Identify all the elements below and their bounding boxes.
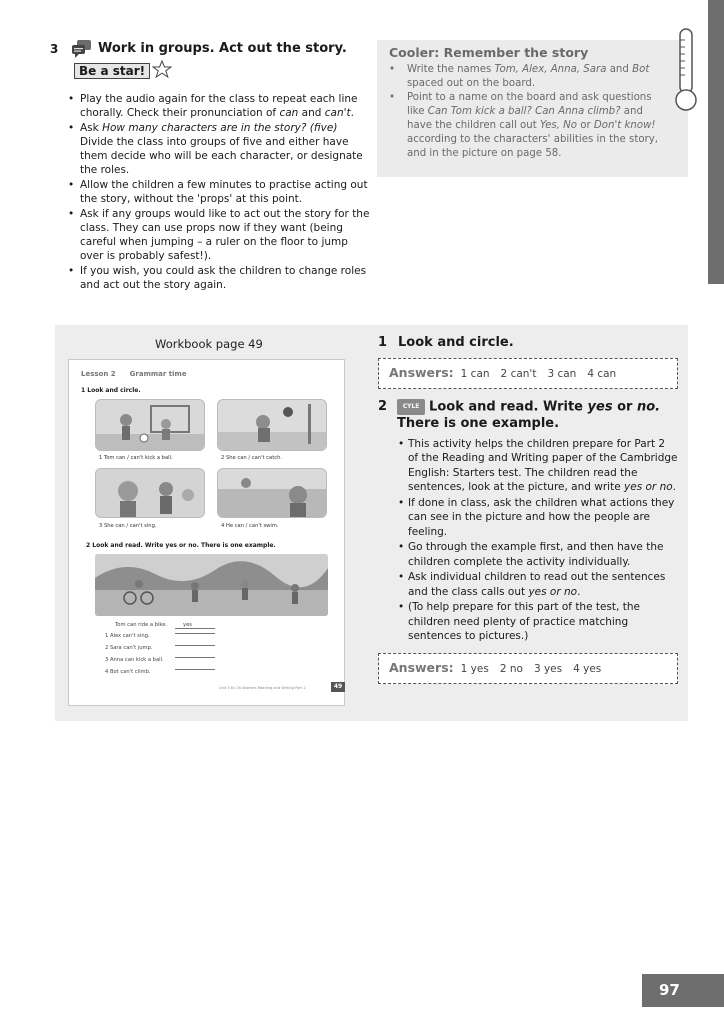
workbook-blank-1: [175, 633, 215, 634]
ex1-answers-label: Answers:: [389, 365, 454, 380]
cooler-box: [377, 40, 688, 177]
page-number: 97: [642, 974, 724, 1007]
workbook-example-sentence: Tom can ride a bike.: [115, 622, 168, 628]
ex2-title-no: no.: [636, 399, 661, 415]
workbook-caption-2: 2 She can / can't catch.: [221, 455, 283, 461]
workbook-picture-swim: [217, 468, 327, 518]
workbook-park-scene: [95, 554, 328, 616]
workbook-example-answer: yes: [175, 622, 215, 629]
workbook-blank-4: [175, 669, 215, 670]
bullet-item: • Write the names Tom, Alex, Anna, Sara and Bot spaced out on the board.: [389, 63, 660, 91]
activity-3-steps: [68, 92, 370, 292]
workbook-sentence-3: 3 Anna can kick a ball.: [105, 657, 164, 663]
ex1-answer: 2 can't: [500, 368, 537, 380]
workbook-caption: Workbook page 49: [155, 337, 263, 351]
workbook-picture-sing: [95, 468, 205, 518]
ex2-answers-label: Answers:: [389, 659, 454, 675]
activity-3-header: [50, 40, 370, 58]
bullet-item: • If done in class, ask the children what actions they can see in the picture and how the people are feeling.: [398, 496, 678, 540]
activity-3: [50, 40, 370, 293]
ex2-title-line2: There is one example.: [397, 415, 560, 431]
ex2-header: [378, 399, 678, 432]
cooler-title: Cooler: Remember the story: [389, 45, 589, 60]
ex1-title: Look and circle.: [398, 335, 514, 350]
workbook-picture-catch: [217, 399, 327, 451]
answer-column: [378, 335, 678, 684]
workbook-page-thumbnail: [68, 359, 345, 706]
workbook-lesson-header: [81, 370, 187, 378]
ex2-title-yes: yes: [587, 399, 613, 415]
workbook-lesson: Lesson 2: [81, 370, 116, 378]
bullet-item: • This activity helps the children prepare for Part 2 of the Reading and Writing paper of the Cambridge English: Starters test. The children read the sentences, look at the picture, and write yes or no.: [398, 437, 678, 495]
workbook-sentence-1: 1 Alex can't sing.: [105, 633, 150, 639]
ex2-answer: 3 yes: [533, 662, 563, 675]
be-a-star-badge: [74, 60, 370, 82]
workbook-blank-3: [175, 657, 215, 658]
bullet-item: • Ask if any groups would like to act out the story for the class. They can use props now if they want (being careful when jumping – a ruler on the floor to jump over is probably safest!).: [68, 207, 370, 263]
activity-number: 3: [50, 42, 59, 56]
ex2-answers-box: [378, 653, 678, 684]
workbook-ex1-instruction: 1 Look and circle.: [81, 387, 141, 394]
ex1-answer: 1 can: [460, 368, 490, 380]
ex2-steps: [398, 437, 678, 644]
star-icon: [152, 60, 172, 82]
workbook-panel: [55, 325, 688, 721]
bullet-item: • Allow the children a few minutes to practise acting out the story, without the 'props' at this point.: [68, 178, 370, 206]
activity-title: Work in groups. Act out the story.: [98, 41, 347, 56]
workbook-caption-1: 1 Tom can / can't kick a ball.: [99, 455, 173, 461]
bullet-item: • Go through the example first, and then have the children complete the activity individually.: [398, 540, 678, 569]
cyle-badge-icon: CYLE: [397, 399, 425, 415]
ex1-answer: 3 can: [547, 368, 577, 380]
ex1-answer: 4 can: [587, 368, 617, 380]
ex2-title-or: or: [612, 399, 637, 415]
ex2-number: 2: [378, 399, 388, 414]
bullet-item: • Point to a name on the board and ask questions like Can Tom kick a ball? Can Anna climb? and have the children call out Yes, No or Don't know! according to the characters' abilities in the story, and in the picture on page 58.: [389, 91, 660, 161]
workbook-ex2-instruction: 2 Look and read. Write yes or no. There is one example.: [86, 542, 276, 549]
workbook-sentence-4: 4 Bot can't climb.: [105, 669, 151, 675]
ex2-answer: 2 no: [499, 662, 523, 675]
bullet-item: • (To help prepare for this part of the test, the children need plenty of practice matching sentences to pictures.): [398, 600, 678, 644]
cooler-steps: [389, 63, 660, 161]
bullet-item: • If you wish, you could ask the children to change roles and act out the story again.: [68, 264, 370, 292]
workbook-lesson-title: Grammar time: [129, 370, 187, 378]
bullet-item: • Ask How many characters are in the story? (five) Divide the class into groups of five and either have them decide who will be each character, or designate the roles.: [68, 121, 370, 177]
workbook-page-number: 49: [331, 682, 345, 692]
ex1-answers-box: [378, 358, 678, 389]
workbook-footer: Unit 5 Ex 2b Starters Reading and Writing Part 2: [219, 686, 306, 690]
workbook-caption-4: 4 He can / can't swim.: [221, 523, 279, 529]
speech-bubble-icon: [72, 40, 92, 58]
ex2-answer: 1 yes: [460, 662, 489, 675]
bullet-item: • Ask individual children to read out the sentences and the class calls out yes or no.: [398, 570, 678, 599]
workbook-caption-3: 3 She can / can't sing.: [99, 523, 157, 529]
workbook-blank-2: [175, 645, 215, 646]
chapter-side-tab: [708, 0, 724, 284]
workbook-picture-football: [95, 399, 205, 451]
bullet-item: • Play the audio again for the class to repeat each line chorally. Check their pronunciation of can and can't.: [68, 92, 370, 120]
thermometer-icon: [674, 28, 698, 112]
ex2-answer: 4 yes: [573, 662, 602, 675]
ex1-number: 1: [378, 335, 388, 350]
be-a-star-label: Be a star!: [74, 63, 150, 79]
ex1-header: [378, 335, 678, 350]
ex2-title: Look and read. Write: [429, 399, 588, 415]
workbook-sentence-2: 2 Sara can't jump.: [105, 645, 153, 651]
